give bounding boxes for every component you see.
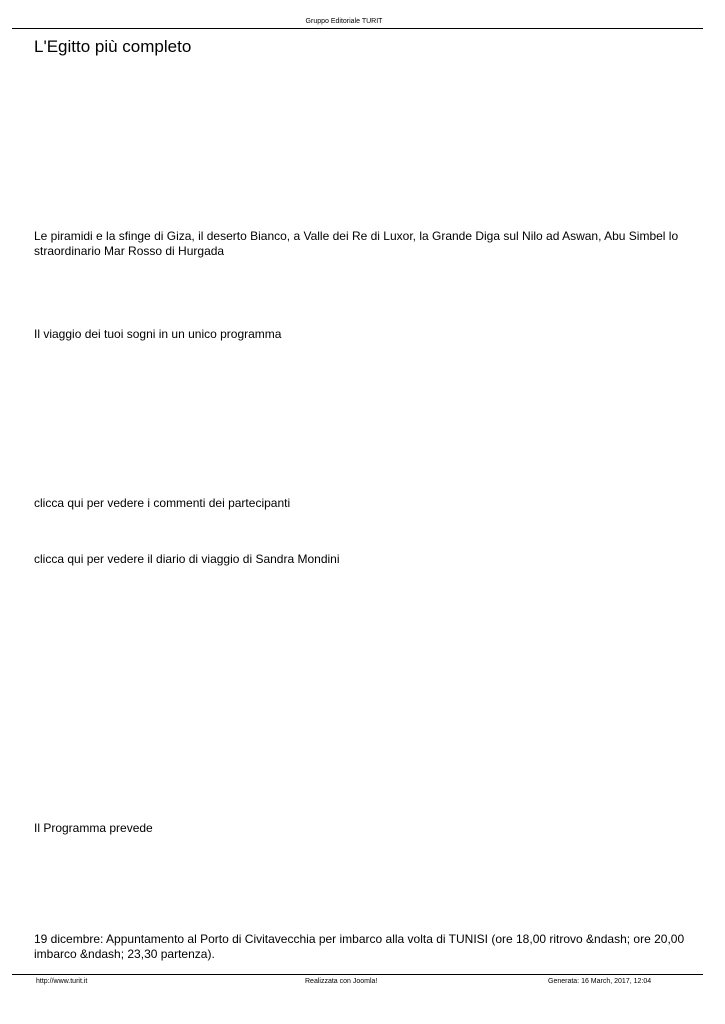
tagline-paragraph: Il viaggio dei tuoi sogni in un unico programma (34, 327, 282, 341)
program-heading: Il Programma prevede (34, 821, 153, 835)
footer-url-link[interactable]: http://www.turit.it (36, 978, 88, 985)
footer-divider (12, 974, 703, 975)
page-header-publisher: Gruppo Editoriale TURIT (305, 18, 383, 25)
program-day-paragraph: 19 dicembre: Appuntamento al Porto di Civitavecchia per imbarco alla volta di TUNISI (ore 18,00 ritrovo &ndash; ore 20,00 imbarco &ndash; 23,30 partenza). (34, 932, 685, 961)
comments-link[interactable]: clicca qui per vedere i commenti dei partecipanti (34, 496, 291, 510)
intro-paragraph: Le piramidi e la sfinge di Giza, il deserto Bianco, a Valle dei Re di Luxor, la Grande Diga sul Nilo ad Aswan, Abu Simbel lo straordinario Mar Rosso di Hurgada (34, 229, 679, 258)
footer-generated-date: Generata: 16 March, 2017, 12:04 (548, 978, 652, 985)
header-divider (12, 28, 703, 29)
article-title: L'Egitto più completo (34, 37, 192, 56)
footer-made-with: Realizzata con Joomla! (305, 978, 378, 985)
travel-diary-link[interactable]: clicca qui per vedere il diario di viaggio di Sandra Mondini (34, 552, 340, 566)
